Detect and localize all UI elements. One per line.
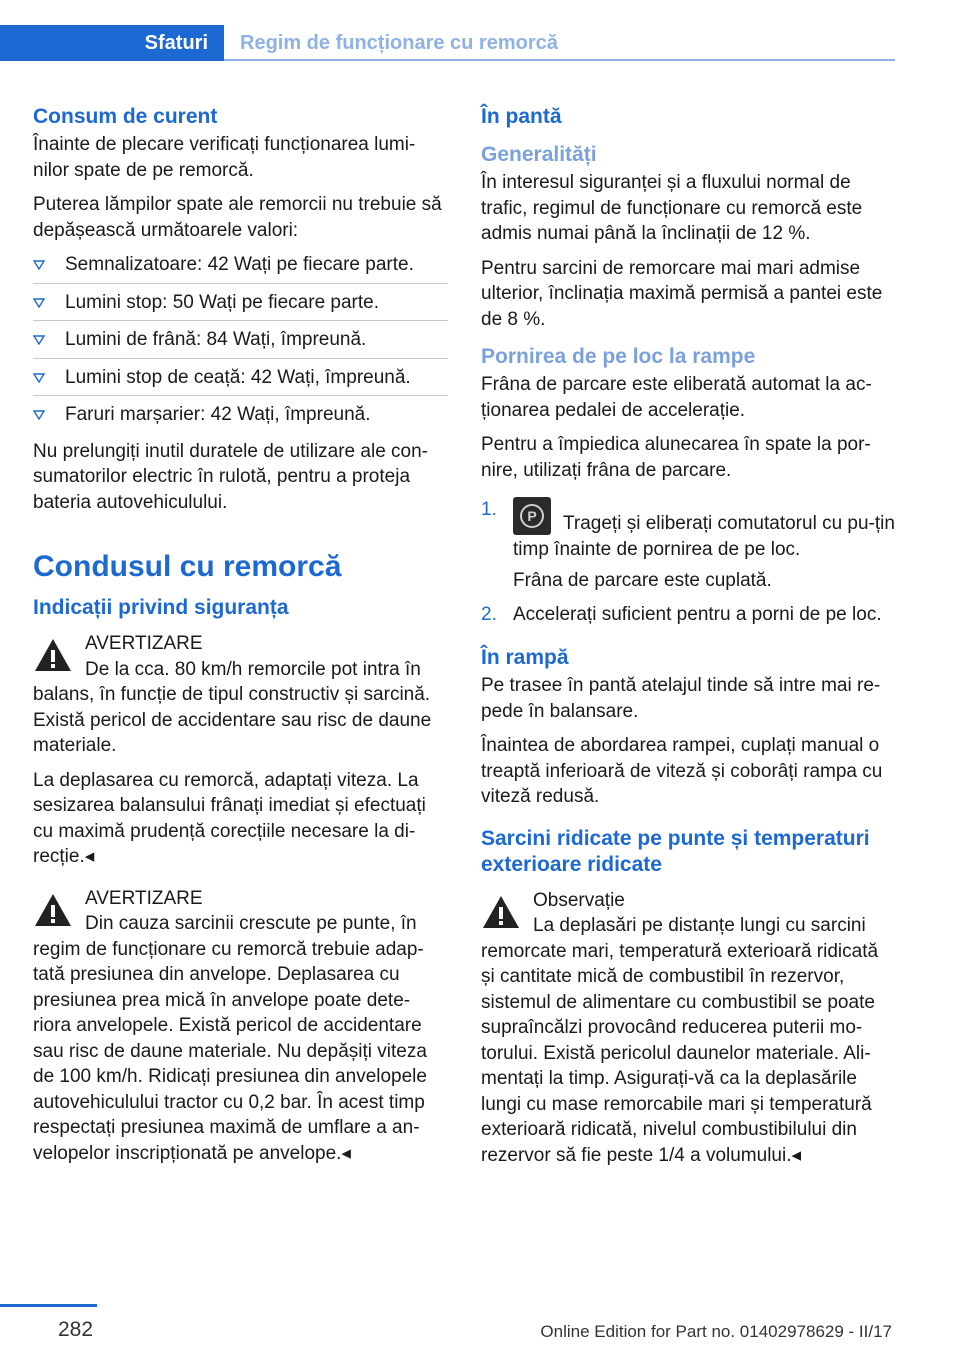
list-item: Faruri marșarier: 42 Wați, împreună. [33, 402, 448, 433]
heading-sarcini: Sarcini ridicate pe punte și temperaturi exterioare ridicate [481, 826, 870, 876]
warning-block [33, 631, 448, 870]
warning-icon [33, 892, 73, 928]
paragraph: Pentru a împiedica alunecarea în spate la por-nire, utilizați frâna de parcare. [481, 434, 871, 481]
triangle-bullet-icon [33, 298, 45, 308]
heading-panta: În pantă [481, 105, 562, 128]
step-text: Trageți și eliberați comutatorul cu pu-țin timp înainte de pornirea de pe loc. [513, 513, 895, 560]
list-item: Lumini de frână: 84 Wați, împreună. [33, 327, 448, 359]
note-title: Observație [533, 889, 625, 911]
warning-continuation: La deplasarea cu remorcă, adaptați viteza. La sesizarea balansului frânați imediat și efectuați cu maximă prudență corecțiile necesare la di-recție.◂ [33, 769, 426, 867]
paragraph: Înainte de plecare verificați funcționarea lumi-nilor spate de pe remorcă. [33, 134, 416, 181]
header-rule [224, 59, 895, 61]
paragraph: Înaintea de abordarea rampei, cuplați manual o treaptă inferioară de viteză și coborâți rampa cu viteză redusă. [481, 735, 883, 807]
step-subtext: Frâna de parcare este cuplată. [513, 570, 772, 591]
right-column [481, 100, 896, 1177]
heading-consum: Consum de curent [33, 105, 218, 128]
step-item [481, 602, 896, 628]
note-text: La deplasări pe distanțe lungi cu sarcini remorcate mari, temperatură exterioară ridicată și cantitate mică de combustibil în rezervor, sistemul de alimentare cu combustibil se poate supraîncălzi provocând reducerea puterii mo-torului. Există pericolul daunelor materiale. Ali-mentați la timp. Asigurați-vă ca la deplasările lungi cu mase remorcabile mari și temperatură exterioară ridicată, nivelul combustibilului din rezervor să fie peste 1/4 a volumului.◂ [481, 915, 879, 1166]
heading-pornirea: Pornirea de pe loc la rampe [481, 345, 756, 368]
triangle-bullet-icon [33, 260, 45, 270]
warning-text: De la cca. 80 km/h remorcile pot intra în balans, în funcție de tipul constructiv și sarcină. Există pericol de accidentare sau risc de daune materiale. [33, 658, 432, 756]
bullet-list [33, 252, 448, 433]
warning-icon [481, 894, 521, 930]
steps-list [481, 497, 896, 627]
left-column [33, 100, 448, 1175]
footer-rule [0, 1304, 97, 1307]
warning-title: AVERTIZARE [85, 633, 203, 654]
step-number: 2. [481, 603, 497, 625]
heading-indicatii: Indicații privind siguranța [33, 596, 289, 619]
warning-icon [33, 637, 73, 673]
paragraph: Pentru sarcini de remorcare mai mari admise ulterior, înclinația maximă permisă a pantei este de 8 %. [481, 257, 883, 330]
page-number: 282 [58, 1318, 94, 1341]
step-item [481, 497, 896, 594]
paragraph: Pe trasee în pantă atelajul tinde să intre mai re-pede în balansare. [481, 675, 881, 722]
parking-brake-icon: P [513, 497, 551, 535]
warning-text: Din cauza sarcinii crescute pe punte, în regim de funcționare cu remorcă trebuie adap-tată presiunea din anvelope. Deplasarea cu presiunea prea mică în anvelope poate dete-riora anvelopele. Există pericol de accidentare sau risc de daune materiale. Nu depășiți viteza de 100 km/h. Ridicați presiunea din anvelopele autovehiculului tractor cu 0,2 bar. În acest timp respectați presiunea maximă de umflare a an-velopelor inscripționată pe anvelope.◂ [33, 913, 427, 1164]
step-number: 1. [481, 499, 497, 520]
section-tab: Sfaturi [0, 25, 224, 61]
triangle-bullet-icon [33, 373, 45, 383]
list-item: Lumini stop: 50 Wați pe fiecare parte. [33, 290, 448, 322]
heading-rampa: În rampă [481, 646, 569, 669]
triangle-bullet-icon [33, 335, 45, 345]
heading-condus: Condusul cu remorcă [33, 550, 342, 583]
list-item: Lumini stop de ceață: 42 Wați, împreună. [33, 365, 448, 397]
paragraph: Nu prelungiți inutil duratele de utilizare ale con-sumatorilor electric în rulotă, pentru a proteja bateria autovehiculului. [33, 440, 429, 513]
paragraph: Frâna de parcare este eliberată automat la ac-ționarea pedalei de accelerație. [481, 374, 872, 421]
heading-generalitati: Generalități [481, 143, 597, 166]
step-text: Accelerați suficient pentru a porni de pe loc. [513, 603, 882, 625]
warning-title: AVERTIZARE [85, 887, 203, 909]
paragraph: Puterea lămpilor spate ale remorcii nu trebuie să depășească următoarele valori: [33, 194, 442, 241]
warning-block [33, 886, 448, 1167]
paragraph: În interesul siguranței și a fluxului normal de trafic, regimul de funcționare cu remorcă este admis numai până la înclinații de 12 %. [481, 172, 863, 244]
edition-text: Online Edition for Part no. 01402978629 - II/17 [540, 1322, 892, 1341]
triangle-bullet-icon [33, 410, 45, 420]
page-header [0, 25, 895, 63]
subsection-title: Regim de funcționare cu remorcă [240, 32, 558, 54]
list-item: Semnalizatoare: 42 Wați pe fiecare parte. [33, 252, 448, 284]
note-block [481, 888, 896, 1169]
